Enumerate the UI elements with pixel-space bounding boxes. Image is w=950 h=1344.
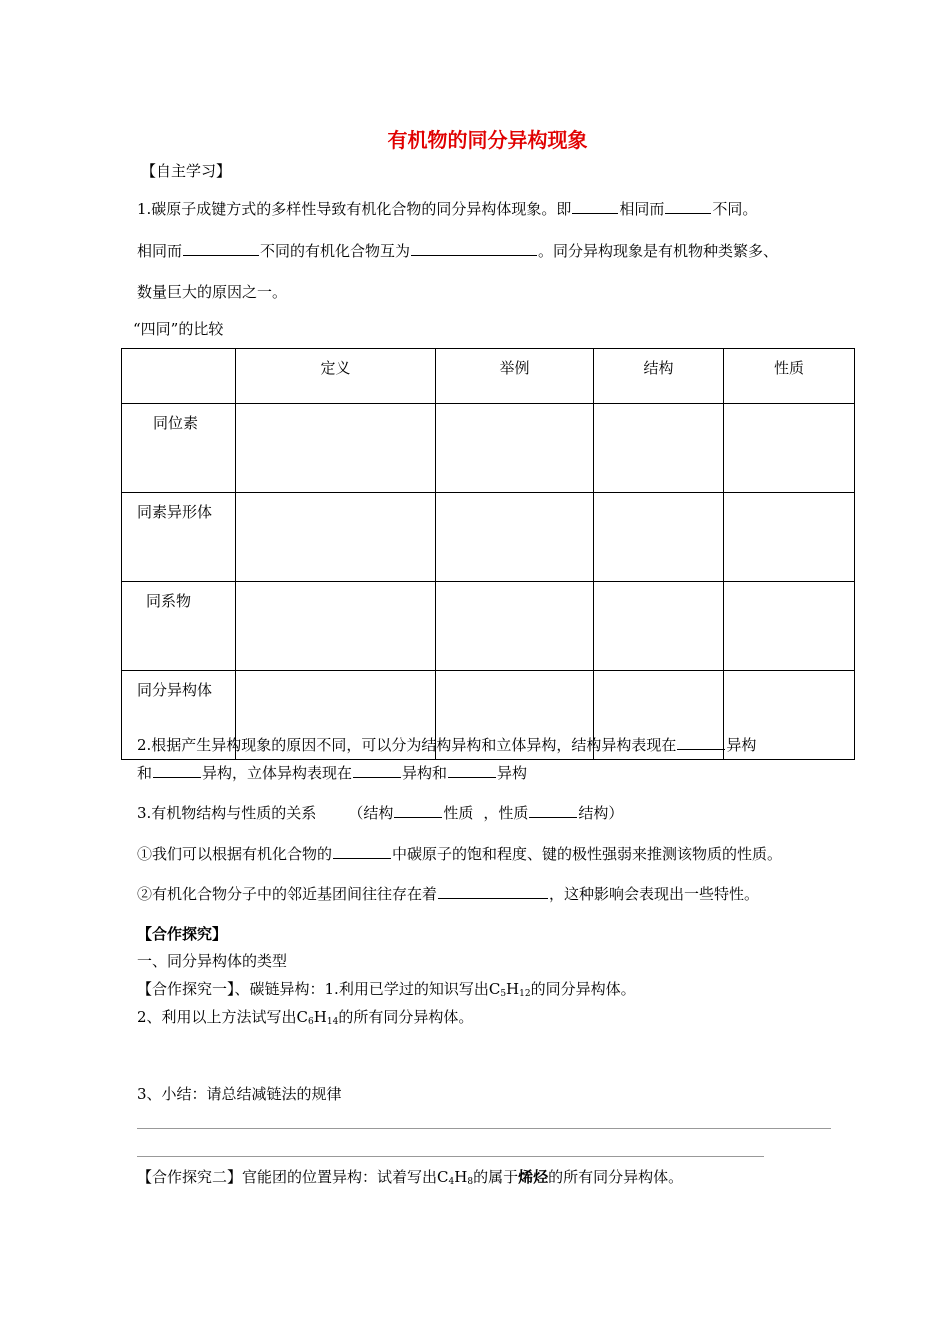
section-heading-self-study: 【自主学习】 bbox=[141, 162, 232, 180]
table-header-row bbox=[122, 349, 855, 404]
question-3-item-2: ②有机化合物分子中的邻近基团间往往存在着 ，这种影响会表现出一些特性。 bbox=[137, 885, 760, 903]
table-row bbox=[122, 404, 855, 493]
answer-blank[interactable] bbox=[333, 843, 391, 859]
answer-blank[interactable] bbox=[448, 762, 496, 778]
answer-blank[interactable] bbox=[183, 240, 259, 256]
explore-1-item-2: 2、利用以上方法试写出$C_6H_{14}$的所有同分异构体。 bbox=[137, 1008, 474, 1027]
explore-2-line: 【合作探究二】官能团的位置异构：试着写出$C_4H_8$的属于烯烃的所有同分异构体。 bbox=[137, 1168, 684, 1187]
page-title: 有机物的同分异构现象 bbox=[387, 128, 588, 152]
table-cell[interactable] bbox=[594, 582, 724, 671]
explore-1-item-3: 3、小结：请总结减链法的规律 bbox=[137, 1085, 342, 1103]
table-cell[interactable] bbox=[436, 582, 594, 671]
table-cell[interactable] bbox=[594, 493, 724, 582]
answer-blank[interactable] bbox=[677, 734, 725, 750]
table-row-header: 同分异构体 bbox=[122, 671, 236, 760]
answer-blank[interactable] bbox=[665, 198, 711, 214]
question-2-line-1: 2.根据产生异构现象的原因不同，可以分为结构异构和立体异构，结构异构表现在 异构 bbox=[137, 736, 757, 754]
question-1-line-2: 相同而 不同的有机化合物互为 。同分异构现象是有机物种类繁多、 bbox=[137, 242, 779, 260]
table-corner-cell bbox=[122, 349, 236, 404]
table-row-header: 同素异形体 bbox=[122, 493, 236, 582]
table-cell[interactable] bbox=[436, 493, 594, 582]
table-header-cell: 举例 bbox=[436, 349, 594, 404]
table-cell[interactable] bbox=[236, 582, 436, 671]
table-cell[interactable] bbox=[236, 493, 436, 582]
question-2-line-2: 和 异构，立体异构表现在 异构和 异构 bbox=[137, 764, 528, 782]
isomer-types-heading: 一、同分异构体的类型 bbox=[137, 952, 288, 970]
answer-blank[interactable] bbox=[572, 198, 618, 214]
explore-1-line: 【合作探究一】、碳链异构：1.利用已学过的知识写出$C_5H_{12}$的同分异构体。 bbox=[137, 980, 636, 999]
question-1-line-3: 数量巨大的原因之一。 bbox=[137, 283, 288, 301]
table-row-header: 同系物 bbox=[122, 582, 236, 671]
answer-line[interactable] bbox=[137, 1128, 831, 1129]
table-cell[interactable] bbox=[724, 582, 855, 671]
answer-blank[interactable] bbox=[394, 802, 442, 818]
answer-blank[interactable] bbox=[353, 762, 401, 778]
question-1-line-1: 1.碳原子成键方式的多样性导致有机化合物的同分异构体现象。即 相同而 不同。 bbox=[137, 200, 758, 218]
table-cell[interactable] bbox=[236, 404, 436, 493]
table-header-cell: 定义 bbox=[236, 349, 436, 404]
answer-blank[interactable] bbox=[153, 762, 201, 778]
table-header-cell: 结构 bbox=[594, 349, 724, 404]
comparison-caption: “四同”的比较 bbox=[133, 320, 224, 338]
answer-blank[interactable] bbox=[438, 883, 548, 899]
table-cell[interactable] bbox=[436, 404, 594, 493]
table-row-header: 同位素 bbox=[122, 404, 236, 493]
section-heading-cooperative: 【合作探究】 bbox=[137, 925, 228, 943]
table-cell[interactable] bbox=[724, 493, 855, 582]
answer-blank[interactable] bbox=[529, 802, 577, 818]
table-row bbox=[122, 582, 855, 671]
comparison-table bbox=[121, 348, 855, 760]
question-3-item-1: ①我们可以根据有机化合物的 中碳原子的饱和程度、键的极性强弱来推测该物质的性质。 bbox=[137, 845, 783, 863]
table-header-cell: 性质 bbox=[724, 349, 855, 404]
answer-line[interactable] bbox=[137, 1156, 764, 1157]
table-cell[interactable] bbox=[594, 404, 724, 493]
question-3: 3.有机物结构与性质的关系 （结构 性质 ，性质 结构） bbox=[137, 804, 624, 822]
table-cell[interactable] bbox=[724, 404, 855, 493]
table-row bbox=[122, 493, 855, 582]
answer-blank[interactable] bbox=[411, 240, 537, 256]
